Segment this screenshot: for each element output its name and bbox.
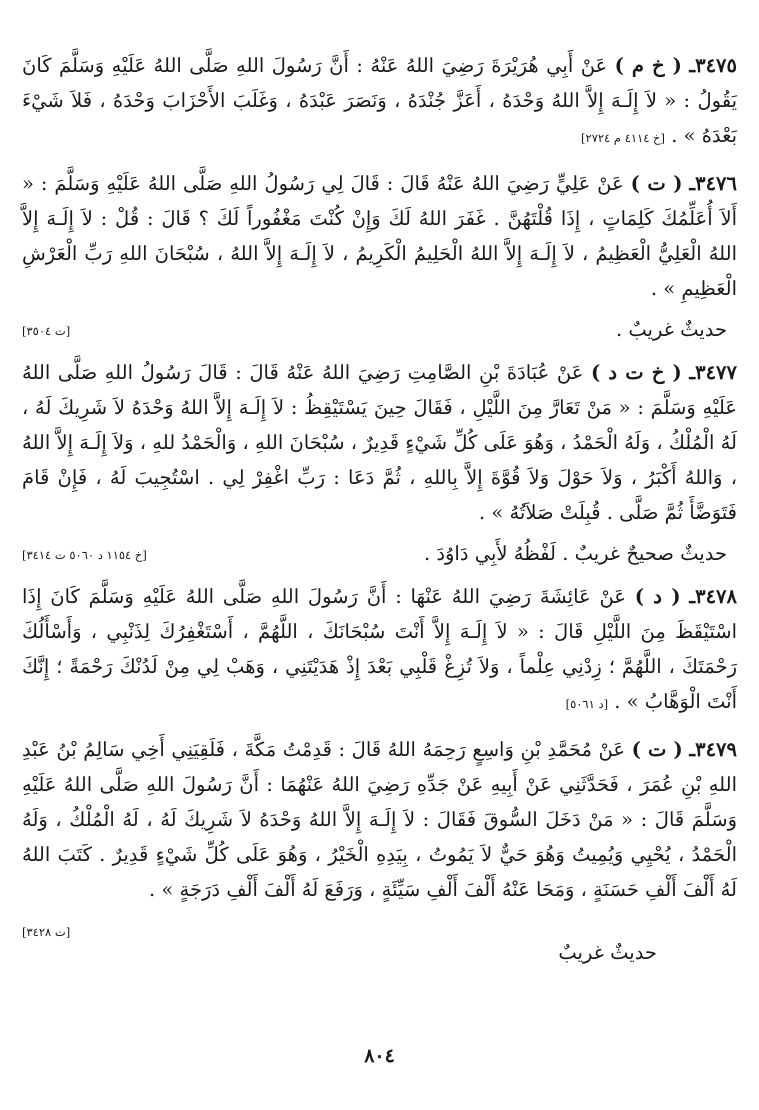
hadith-sources: ( ت ) (631, 738, 683, 761)
hadith-grade: حديثٌ صحيحٌ غريبٌ . لَفْظُهُ لأَبِي دَاوُدَ . (423, 542, 727, 565)
hadith-sources: ( خ م ) (614, 54, 682, 77)
hadith-text: عَنْ عَائِشَةَ رَضِيَ اللهُ عَنْهَا : أَنَّ رَسُولَ اللهِ صَلَّى اللهُ عَلَيْهِ وَسَلَّمَ كَانَ إِذَا اسْتَيْقَظَ مِنَ اللَّيْلِ قَالَ : « لاَ إِلَـهَ إِلاَّ أَنْتَ سُبْحَانَكَ ، اللَّهُمَّ ، أَسْتَغْفِرُكَ لِذَنْبِي ، وَأَسْأَلُكَ رَحْمَتَكَ ، اللَّهُمَّ ؛ زِدْنِي عِلْماً ، وَلاَ تُزِغْ قَلْبِي بَعْدَ إِذْ هَدَيْتَنِي ، وَهَبْ لِي مِنْ لَدُنْكَ رَحْمَةً ؛ إِنَّكَ أَنْتَ الْوَهَّابُ » . (22, 585, 737, 713)
hadith-3478 (22, 579, 737, 722)
hadith-sources: ( د ) (634, 585, 681, 608)
hadith-reference: [خ ١١٥٤ د ٥٠٦٠ ت ٣٤١٤] (22, 548, 147, 562)
hadith-number: ٣٤٧٩ـ (689, 738, 738, 761)
hadith-reference: [د ٥٠٦١] (565, 697, 609, 711)
hadith-grade: حديثٌ غريبٌ (558, 941, 657, 964)
hadith-3476 (22, 166, 737, 306)
hadith-3475 (22, 48, 737, 156)
hadith-text: عَنْ مُحَمَّدِ بْنِ وَاسِعٍ رَحِمَهُ اللهُ قَالَ : قَدِمْتُ مَكَّةَ ، فَلَقِيَنِي أَخِي سَالِمُ بْنُ عَبْدِ اللهِ بْنِ عُمَرَ ، فَحَدَّثَنِي عَنْ أَبِيهِ عَنْ جَدِّهِ رَضِيَ اللهُ عَنْهُمَا : أَنَّ رَسُولَ اللهِ صَلَّى اللهُ عَلَيْهِ وَسَلَّمَ قَالَ : « مَنْ دَخَلَ السُّوقَ فَقَالَ : لاَ إِلَـهَ إِلاَّ اللهُ وَحْدَهُ لاَ شَرِيكَ لَهُ ، لَهُ الْمُلْكُ ، وَلَهُ الْحَمْدُ ، يُحْيِي وَيُمِيتُ وَهُوَ حَيٌّ لاَ يَمُوتُ ، بِيَدِهِ الْخَيْرُ ، وَهُوَ عَلَى كُلِّ شَيْءٍ قَدِيرٌ . كَتَبَ اللهُ لَهُ أَلْفَ أَلْفِ حَسَنَةٍ ، وَمَحَا عَنْهُ أَلْفَ أَلْفِ سَيِّئَةٍ ، وَرَفَعَ لَهُ أَلْفَ أَلْفِ دَرَجَةٍ » . (22, 738, 737, 901)
hadith-number: ٣٤٧٧ـ (689, 361, 738, 384)
hadith-grade: حديثٌ غريبٌ . (616, 318, 727, 341)
hadith-text: عَنْ عَلِيٍّ رَضِيَ اللهُ عَنْهُ قَالَ : قَالَ لِي رَسُولُ اللهِ صَلَّى اللهُ عَلَيْهِ وَسَلَّمَ : « أَلاَ أُعَلِّمُكَ كَلِمَاتٍ ، إِذَا قُلْتَهُنَّ . غَفَرَ اللهُ لَكَ وَإِنْ كُنْتَ مَغْفُوراً لَكَ ؟ قَالَ : قُلْ : لاَ إِلَـهَ إِلاَّ اللهُ الْعَلِيُّ الْعَظِيمُ ، لاَ إِلَـهَ إِلاَّ اللهُ الْحَلِيمُ الْكَرِيمُ ، لاَ إِلَـهَ إِلاَّ اللهُ ، سُبْحَانَ اللهِ رَبِّ الْعَرْشِ الْعَظِيمِ » . (22, 172, 737, 300)
hadith-text: عَنْ عُبَادَةَ بْنِ الصَّامِتِ رَضِيَ اللهُ عَنْهُ قَالَ : قَالَ رَسُولُ اللهِ صَلَّى اللهُ عَلَيْهِ وَسَلَّمَ : « مَنْ تَعَارَّ مِنَ اللَّيْلِ ، فَقَالَ حِينَ يَسْتَيْقِظُ : لاَ إِلَـهَ إِلاَّ اللهُ وَحْدَهُ لاَ شَرِيكَ لَهُ ، لَهُ الْمُلْكُ ، وَلَهُ الْحَمْدُ ، وَهُوَ عَلَى كُلِّ شَيْءٍ قَدِيرٌ ، سُبْحَانَ اللهِ ، وَالْحَمْدُ للهِ ، وَلاَ إِلَـهَ إِلاَّ اللهُ ، وَاللهُ أَكْبَرُ ، وَلاَ حَوْلَ وَلاَ قُوَّةَ إِلاَّ بِاللهِ ، ثُمَّ دَعَا : رَبِّ اغْفِرْ لِي . اسْتُجِيبَ لَهُ ، فَإِنْ قَامَ فَتَوَضَّأَ ثُمَّ صَلَّى . قُبِلَتْ صَلاَتُهُ » . (22, 361, 737, 524)
hadith-reference: [خ ٤١١٤ م ٢٧٢٤] (581, 131, 665, 145)
hadith-3479 (22, 732, 737, 907)
hadith-number: ٣٤٧٨ـ (689, 585, 737, 608)
hadith-3477 (22, 355, 737, 530)
hadith-number: ٣٤٧٦ـ (689, 172, 737, 195)
hadith-grade-row (22, 913, 737, 964)
hadith-text: عَنْ أَبِي هُرَيْرَةَ رَضِيَ اللهُ عَنْهُ : أَنَّ رَسُولَ اللهِ صَلَّى اللهُ عَلَيْهِ وَسَلَّمَ كَانَ يَقُولُ : « لاَ إِلَـهَ إِلاَّ اللهُ وَحْدَهُ ، أَعَزَّ جُنْدَهُ ، وَنَصَرَ عَبْدَهُ ، وَغَلَبَ الأَحْزَابَ وَحْدَهُ ، فَلاَ شَيْءَ بَعْدَهُ » . (22, 54, 737, 147)
hadith-reference: [ت ٣٥٠٤] (22, 324, 71, 338)
hadith-number: ٣٤٧٥ـ (689, 54, 738, 77)
page-body (22, 48, 738, 964)
hadith-sources: ( ت ) (630, 172, 683, 195)
hadith-reference: [ت ٣٤٢٨] (22, 925, 71, 939)
page-number: ٨٠٤ (364, 1045, 395, 1067)
hadith-grade-row (22, 536, 737, 571)
hadith-sources: ( خ ت د ) (590, 361, 682, 384)
hadith-grade-row (22, 312, 737, 347)
